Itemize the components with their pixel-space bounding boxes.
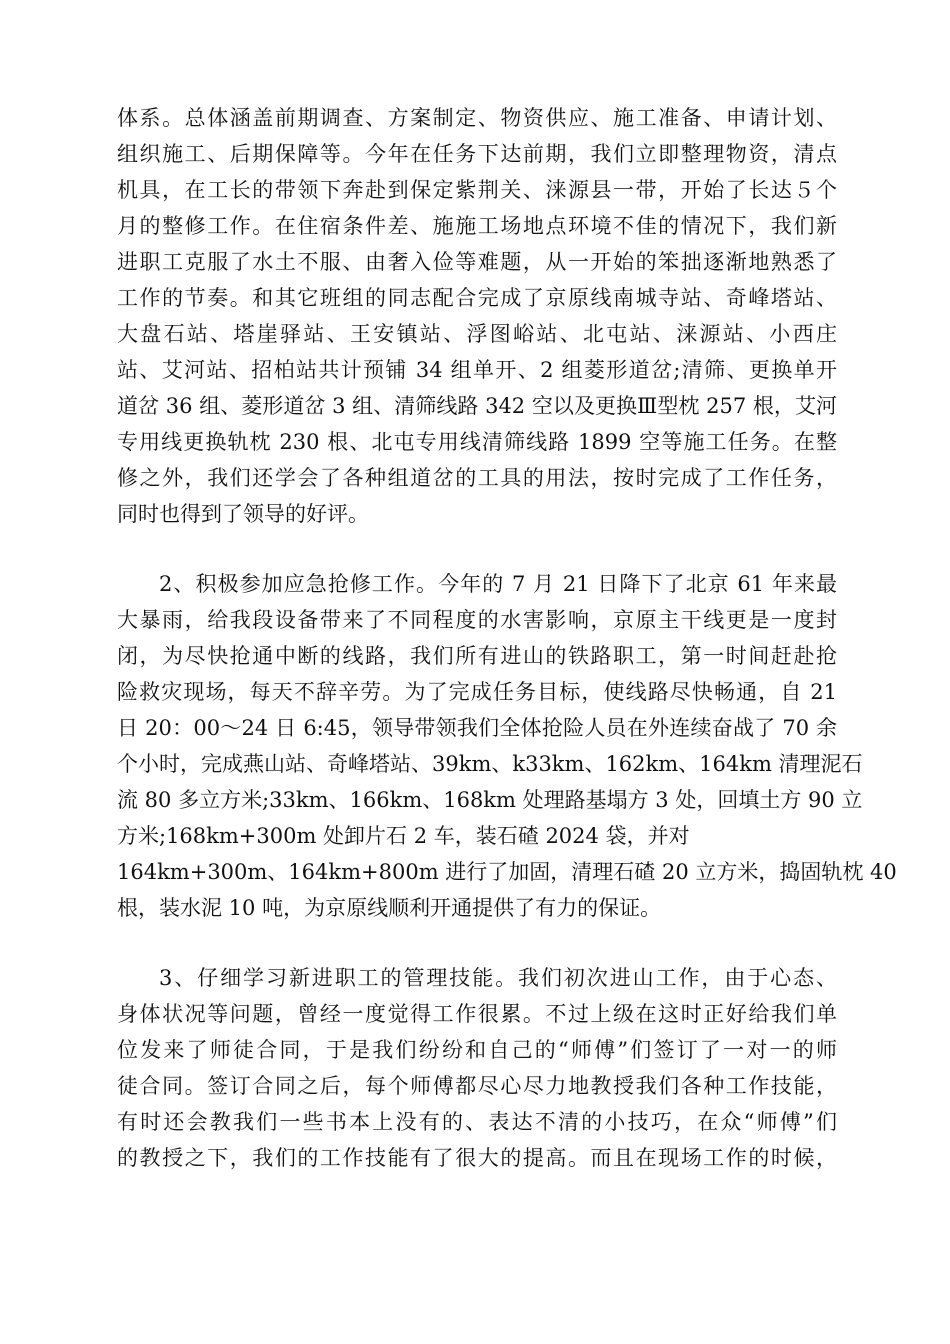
paragraph-1 [117,100,837,532]
text-line: 险救灾现场，每天不辞辛劳。为了完成任务目标，使线路尽快畅通，自 21 [117,680,837,704]
document-page [117,100,897,1176]
text-line: 月的整修工作。在住宿条件差、施施工场地点环境不佳的情况下，我们新 [117,214,837,238]
text-line: 大暴雨，给我段设备带来了不同程度的水害影响，京原主干线更是一度封 [117,608,837,632]
text-line: 大盘石站、塔崖驿站、王安镇站、浮图峪站、北屯站、涞源站、小西庄 [117,322,837,346]
text-line: 体系。总体涵盖前期调查、方案制定、物资供应、施工准备、申请计划、 [117,106,837,130]
text-line: 机具，在工长的带领下奔赴到保定紫荆关、涞源县一带，开始了长达５个 [117,178,837,202]
text-line: 3、仔细学习新进职工的管理技能。我们初次进山工作，由于心态、 [159,966,837,990]
text-line: 站、艾河站、招柏站共计预铺 34 组单开、2 组菱形道岔;清筛、更换单开 [117,358,837,382]
paragraph-3 [117,960,837,1176]
text-line: 道岔 36 组、菱形道岔 3 组、清筛线路 342 空以及更换Ⅲ型枕 257 根，艾河 [117,394,837,418]
text-line: 个小时，完成燕山站、奇峰塔站、39km、k33km、162km、164km 清理泥石 [117,752,863,776]
text-line: 身体状况等问题，曾经一度觉得工作很累。不过上级在这时正好给我们单 [117,1002,837,1026]
text-line: 闭，为尽快抢通中断的线路，我们所有进山的铁路职工，第一时间赶赴抢 [117,644,837,668]
text-line: 专用线更换轨枕 230 根、北屯专用线清筛线路 1899 空等施工任务。在整 [117,430,837,454]
text-line: 164km+300m、164km+800m 进行了加固，清理石碴 20 立方米，捣固轨枕 40 [117,860,897,884]
text-line: 工作的节奏。和其它班组的同志配合完成了京原线南城寺站、奇峰塔站、 [117,286,837,310]
text-line: 方米;168km+300m 处卸片石 2 车，装石碴 2024 袋，并对 [117,824,690,848]
text-line: 的教授之下，我们的工作技能有了很大的提高。而且在现场工作的时候， [117,1146,837,1170]
text-line: 组织施工、后期保障等。今年在任务下达前期，我们立即整理物资，清点 [117,142,837,166]
text-line: 修之外，我们还学会了各种组道岔的工具的用法，按时完成了工作任务， [117,466,837,490]
text-line: 徒合同。签订合同之后，每个师傅都尽心尽力地教授我们各种工作技能， [117,1074,837,1098]
paragraph-spacer [117,532,837,566]
text-line: 日 20：00～24 日 6:45，领导带领我们全体抢险人员在外连续奋战了 70 余 [117,716,837,740]
text-line: 位发来了师徒合同，于是我们纷纷和自己的“师傅”们签订了一对一的师 [117,1038,837,1062]
text-line: 根，装水泥 10 吨，为京原线顺利开通提供了有力的保证。 [117,896,662,920]
text-line: 进职工克服了水土不服、由奢入俭等难题，从一开始的笨拙逐渐地熟悉了 [117,250,837,274]
text-line: 有时还会教我们一些书本上没有的、表达不清的小技巧，在众“师傅”们 [117,1110,837,1134]
paragraph-2 [117,566,897,926]
text-line: 同时也得到了领导的好评。 [117,502,369,526]
text-line: 流 80 多立方米;33km、166km、168km 处理路基塌方 3 处，回填土方 90 立 [117,788,863,812]
paragraph-spacer [117,926,837,960]
text-line: 2、积极参加应急抢修工作。今年的 7 月 21 日降下了北京 61 年来最 [159,572,837,596]
